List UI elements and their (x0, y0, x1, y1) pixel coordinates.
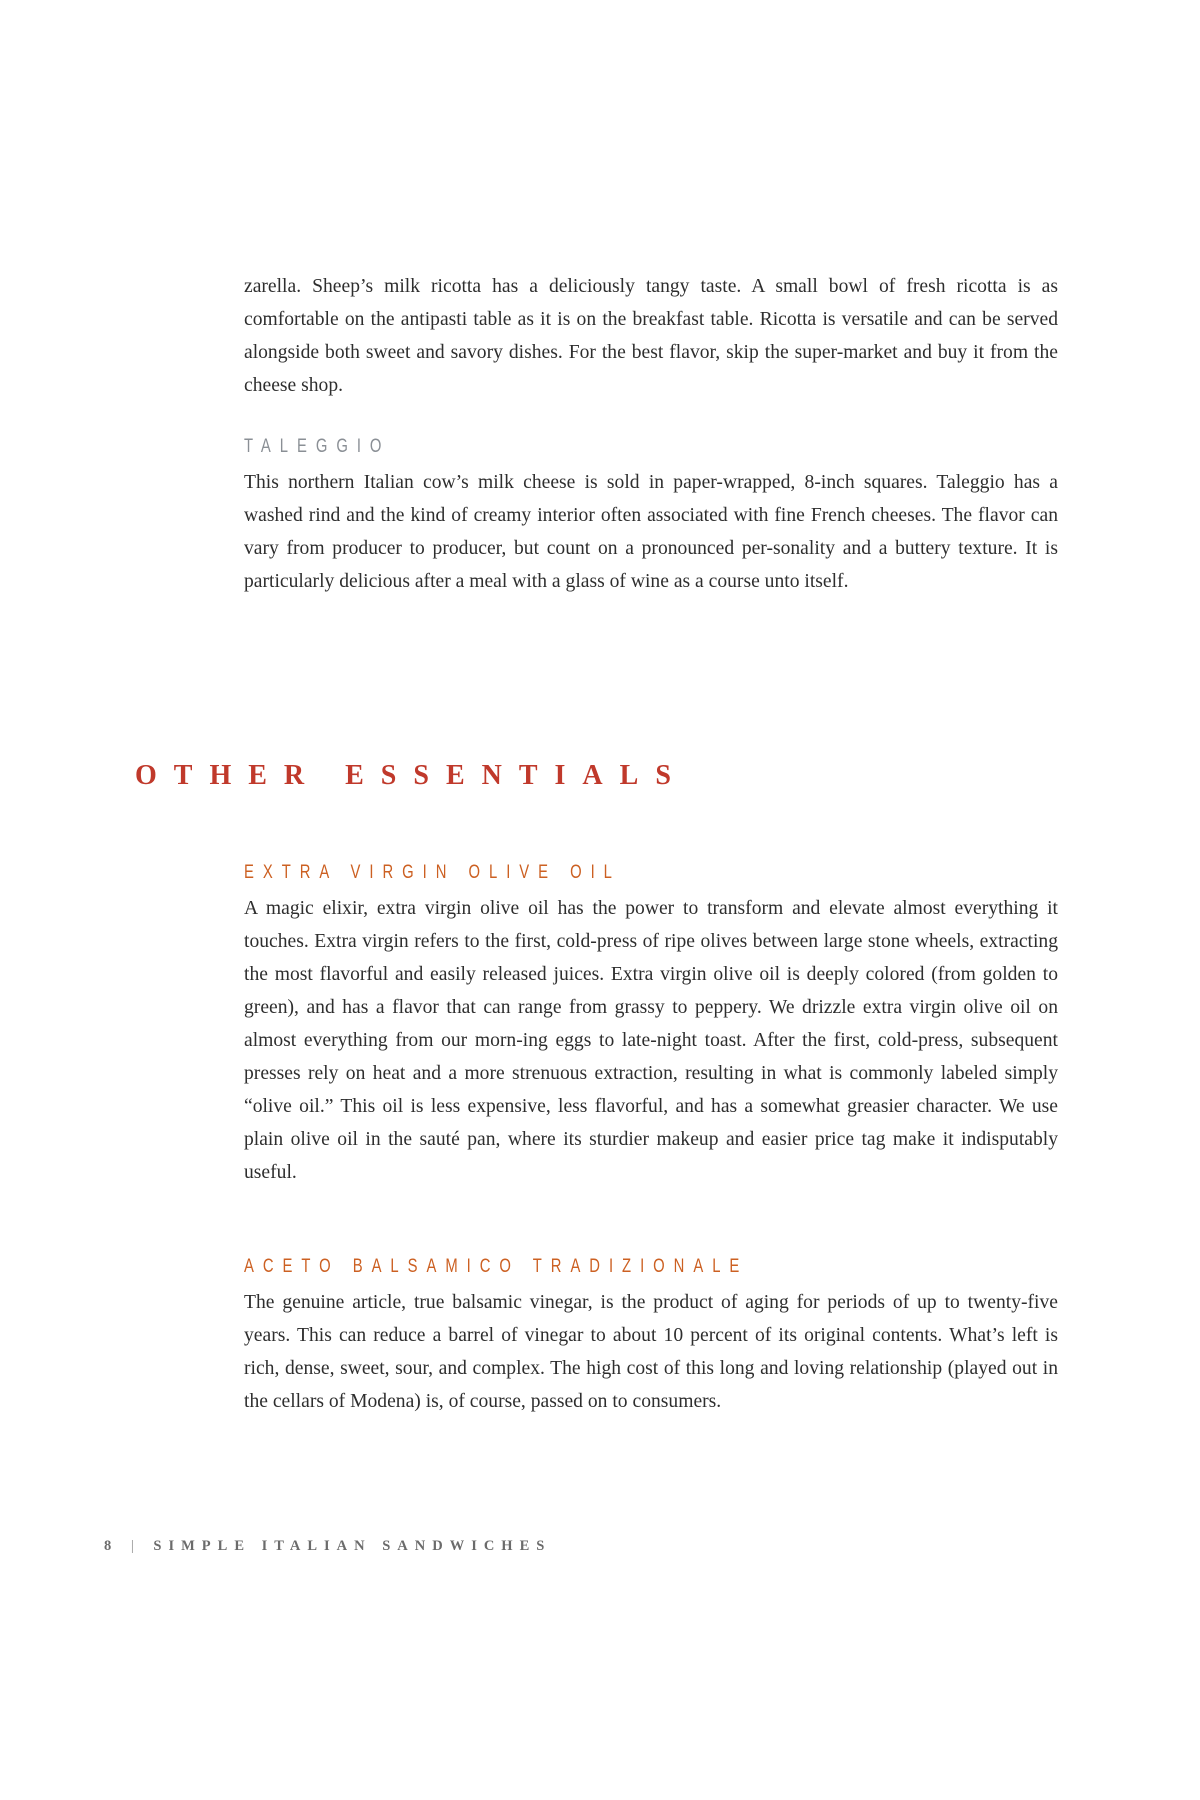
section-title: OTHER ESSENTIALS (135, 760, 688, 791)
olive-oil-block (244, 860, 1058, 1189)
olive-oil-heading: EXTRA VIRGIN OLIVE OIL (244, 862, 621, 883)
taleggio-block (244, 434, 1058, 598)
balsamico-text: The genuine article, true balsamic vinegar, is the product of aging for periods of up to twenty-five years. This can reduce a barrel of vinegar to about 10 percent of its original contents. What’s left is rich, dense, sweet, sour, and complex. The high cost of this long and loving relationship (played out in the cellars of Modena) is, of course, passed on to consumers. (244, 1292, 1058, 1412)
taleggio-text: This northern Italian cow’s milk cheese is sold in paper-wrapped, 8-inch squares. Taleggio has a washed rind and the kind of creamy interior often associated with fine French cheeses. The flavor can vary from producer to producer, but count on a pronounced per-sonality and a buttery texture. It is particularly delicious after a meal with a glass of wine as a course unto itself. (244, 472, 1058, 592)
intro-block (244, 270, 1058, 402)
running-title: SIMPLE ITALIAN SANDWICHES (153, 1538, 552, 1554)
page-number: 8 (104, 1538, 119, 1554)
balsamico-heading: ACETO BALSAMICO TRADIZIONALE (244, 1256, 749, 1277)
taleggio-heading: TALEGGIO (244, 436, 391, 457)
page-footer (104, 1538, 551, 1555)
olive-oil-text: A magic elixir, extra virgin olive oil has the power to transform and elevate almost everything it touches. Extra virgin refers to the first, cold-press of ripe olives between large stone wheels, extracting the most flavorful and easily released juices. Extra virgin olive oil is deeply colored (from golden to green), and has a flavor that can range from grassy to peppery. We drizzle extra virgin olive oil on almost everything from our morn-ing eggs to late-night toast. After the first, cold-press, subsequent presses rely on heat and a more strenuous extraction, resulting in what is commonly labeled simply “olive oil.” This oil is less expensive, less flavorful, and has a somewhat greasier character. We use plain olive oil in the sauté pan, where its sturdier makeup and easier price tag make it indisputably useful. (244, 898, 1058, 1183)
balsamico-block (244, 1254, 1058, 1418)
footer-separator: | (130, 1538, 141, 1554)
intro-paragraph: zarella. Sheep’s milk ricotta has a deliciously tangy taste. A small bowl of fresh ricotta is as comfortable on the antipasti table as it is on the breakfast table. Ricotta is versatile and can be served alongside both sweet and savory dishes. For the best flavor, skip the super-market and buy it from the cheese shop. (244, 276, 1058, 396)
